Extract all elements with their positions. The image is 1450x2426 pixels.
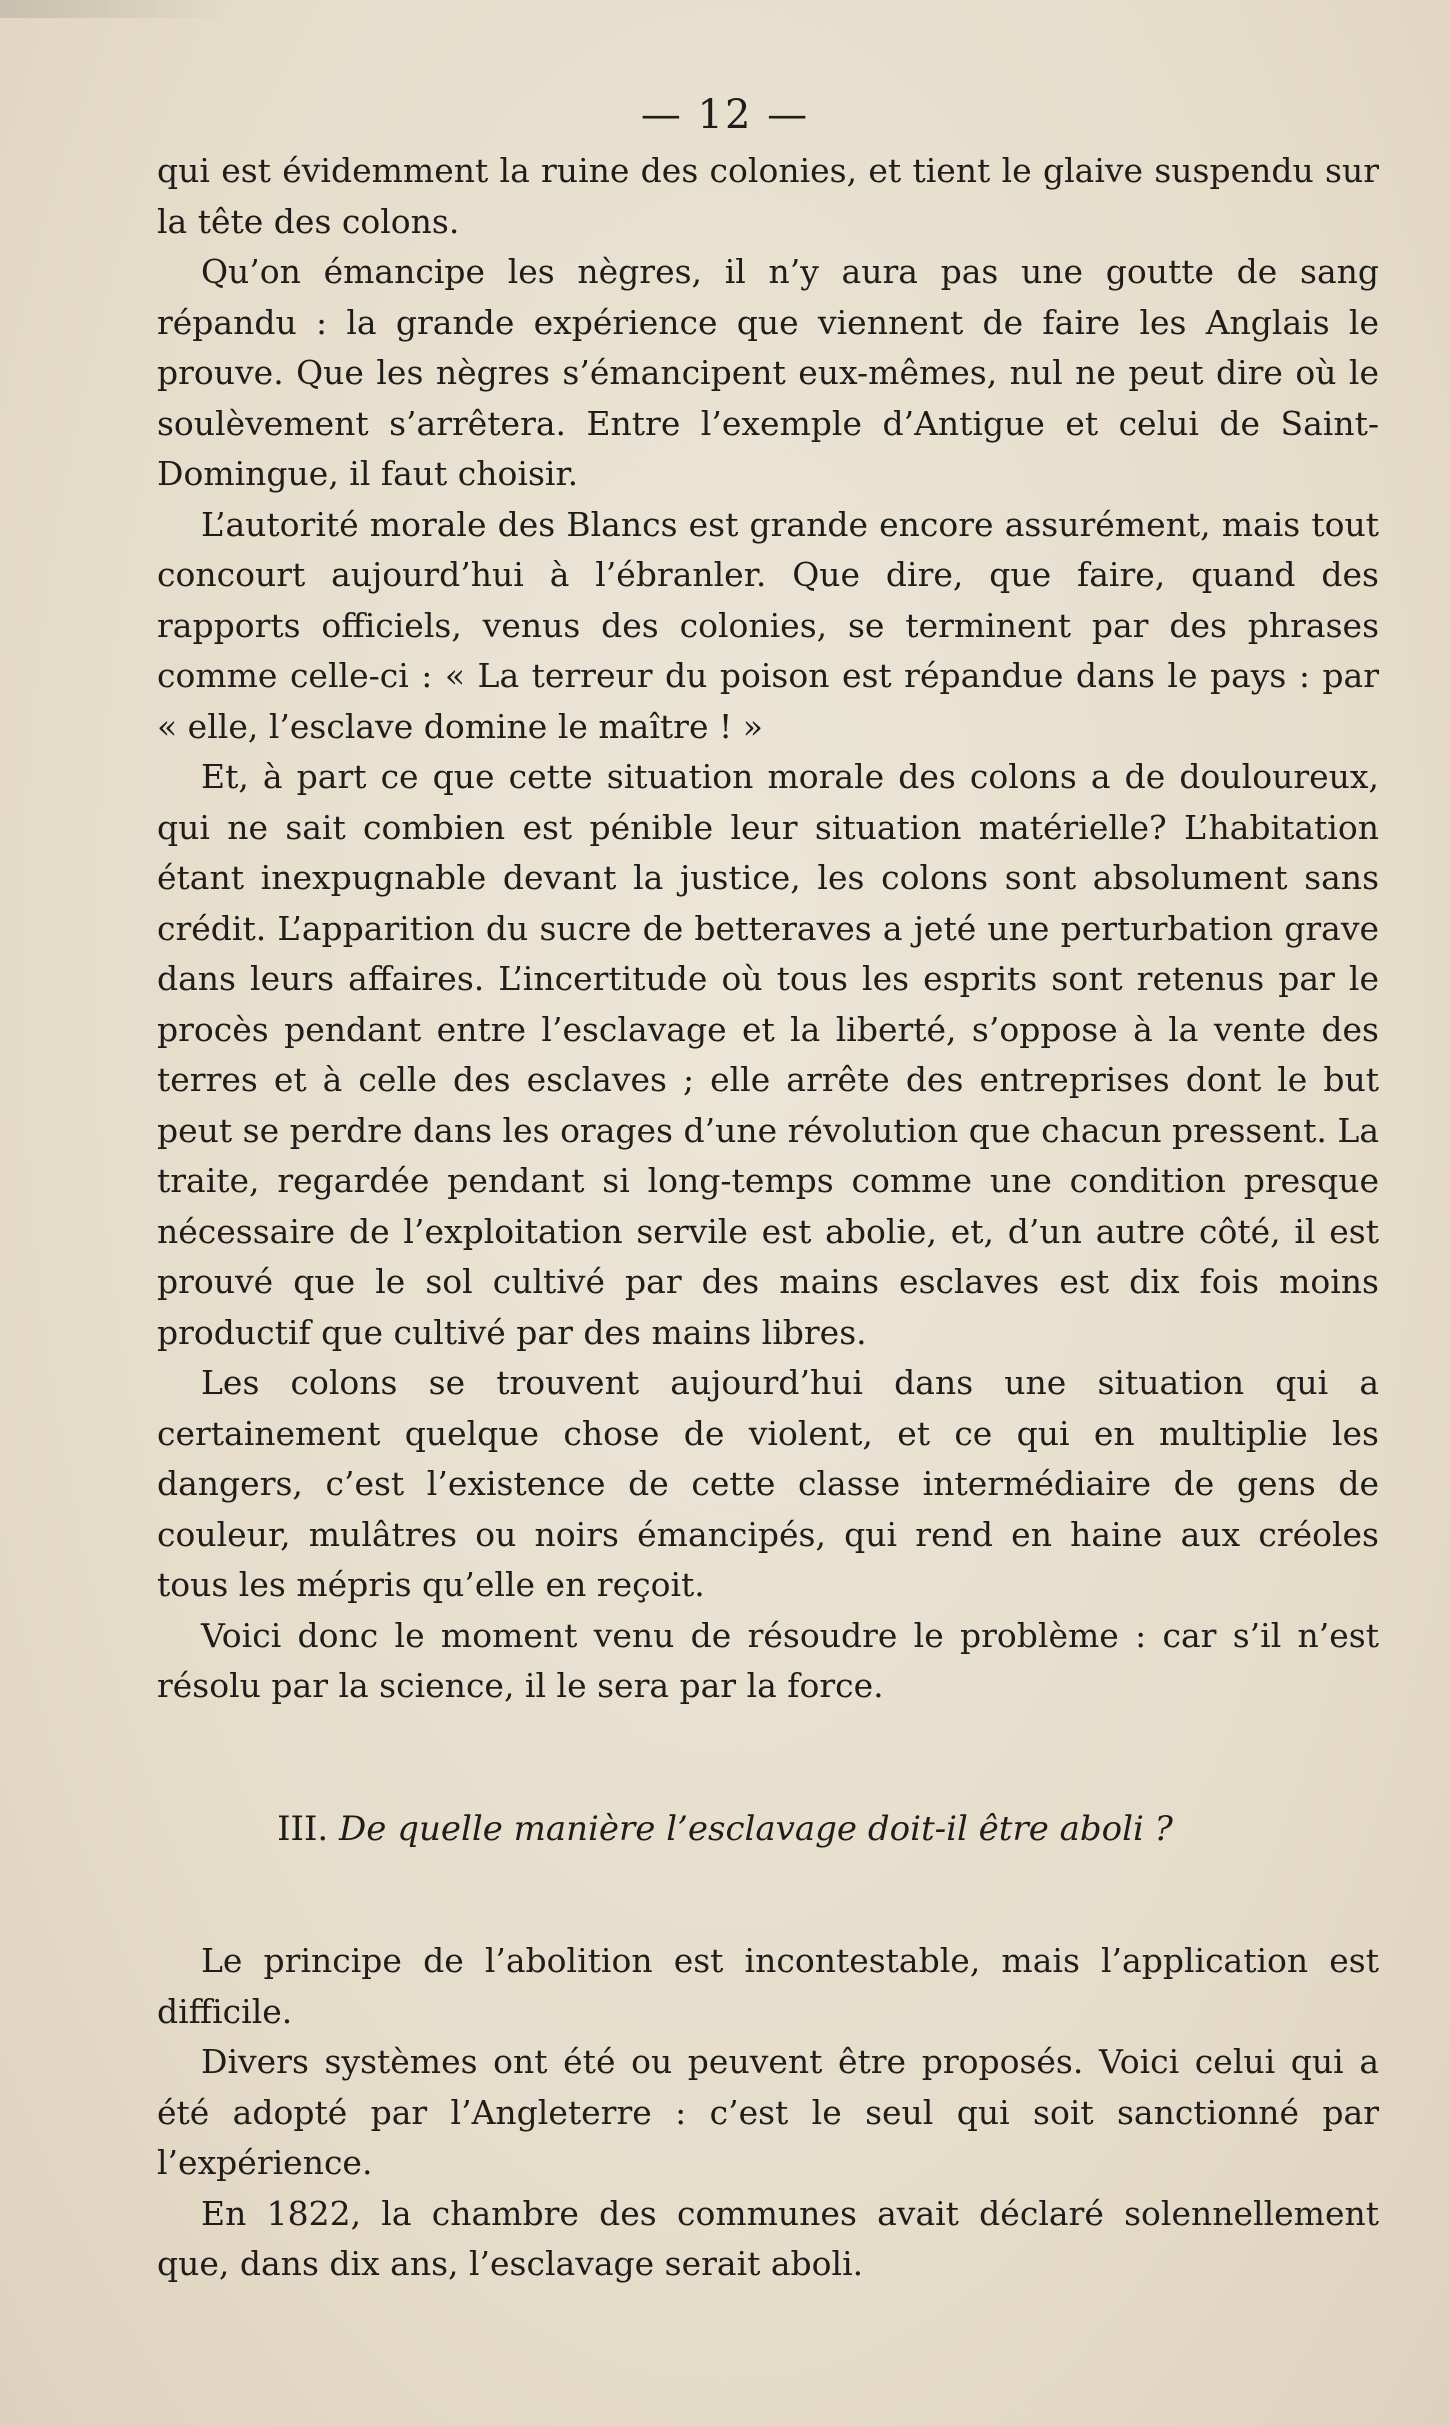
paragraph: Voici donc le moment venu de résoudre le problème : car s’il n’est résolu par la science, il le sera par la force. — [157, 1615, 1379, 1705]
paragraph: Les colons se trouvent aujourd’hui dans une situation qui a certainement quelque chose de violent, et ce qui en multiplie les dangers, c’est l’existence de cette classe intermédiaire de gens de couleur, mulâtres ou noirs émancipés, qui rend en haine aux créoles tous les mépris qu’elle en reçoit. — [157, 1363, 1379, 1604]
page-corner-shading — [0, 0, 230, 18]
page-number: — 12 — — [640, 92, 810, 138]
section-number: III. — [277, 1809, 329, 1849]
section-body-text — [157, 1936, 1379, 2290]
paragraph: Et, à part ce que cette situation morale des colons a de douloureux, qui ne sait combien est pénible leur situation matérielle? L’habitation étant inexpugnable devant la justice, les colons sont absolument sans crédit. L’apparition du sucre de betteraves a jeté une perturbation grave dans leurs affaires. L’incertitude où tous les esprits sont retenus par le procès pendant entre l’esclavage et la liberté, s’oppose à la vente des terres et à celle des esclaves ; elle arrête des entreprises dont le but peut se perdre dans les orages d’une révolution que chacun pressent. La traite, regardée pendant si long-temps comme une condition presque nécessaire de l’exploitation servile est abolie, et, d’un autre côté, il est prouvé que le sol cultivé par des mains esclaves est dix fois moins productif que cultivé par des mains libres. — [157, 757, 1379, 1352]
paragraph: Qu’on émancipe les nègres, il n’y aura pas une goutte de sang répandu : la grande expérience que viennent de faire les Anglais le prouve. Que les nègres s’émancipent eux-mêmes, nul ne peut dire où le soulèvement s’arrêtera. Entre l’exemple d’Antigue et celui de Saint-Domingue, il faut choisir. — [157, 252, 1379, 493]
paragraph: En 1822, la chambre des communes avait déclaré solennellement que, dans dix ans, l’esclavage serait aboli. — [157, 2193, 1379, 2283]
paragraph-continued: qui est évidemment la ruine des colonies, et tient le glaive suspendu sur la tête des colons. — [157, 151, 1379, 241]
paragraph: Le principe de l’abolition est incontestable, mais l’application est difficile. — [157, 1941, 1379, 2031]
body-text — [157, 146, 1379, 1712]
paragraph: L’autorité morale des Blancs est grande encore assurément, mais tout concourt aujourd’hui à l’ébranler. Que dire, que faire, quand des rapports officiels, venus des colonies, se terminent par des phrases comme celle-ci : « La terreur du poison est répandue dans le pays : par « elle, l’esclave domine le maître ! » — [157, 504, 1379, 746]
section-title: De quelle manière l’esclavage doit-il être aboli ? — [339, 1809, 1173, 1849]
paragraph: Divers systèmes ont été ou peuvent être proposés. Voici celui qui a été adopté par l’Angleterre : c’est le seul qui soit sanctionné par l’expérience. — [157, 2042, 1379, 2182]
section-heading — [0, 1804, 1450, 1854]
